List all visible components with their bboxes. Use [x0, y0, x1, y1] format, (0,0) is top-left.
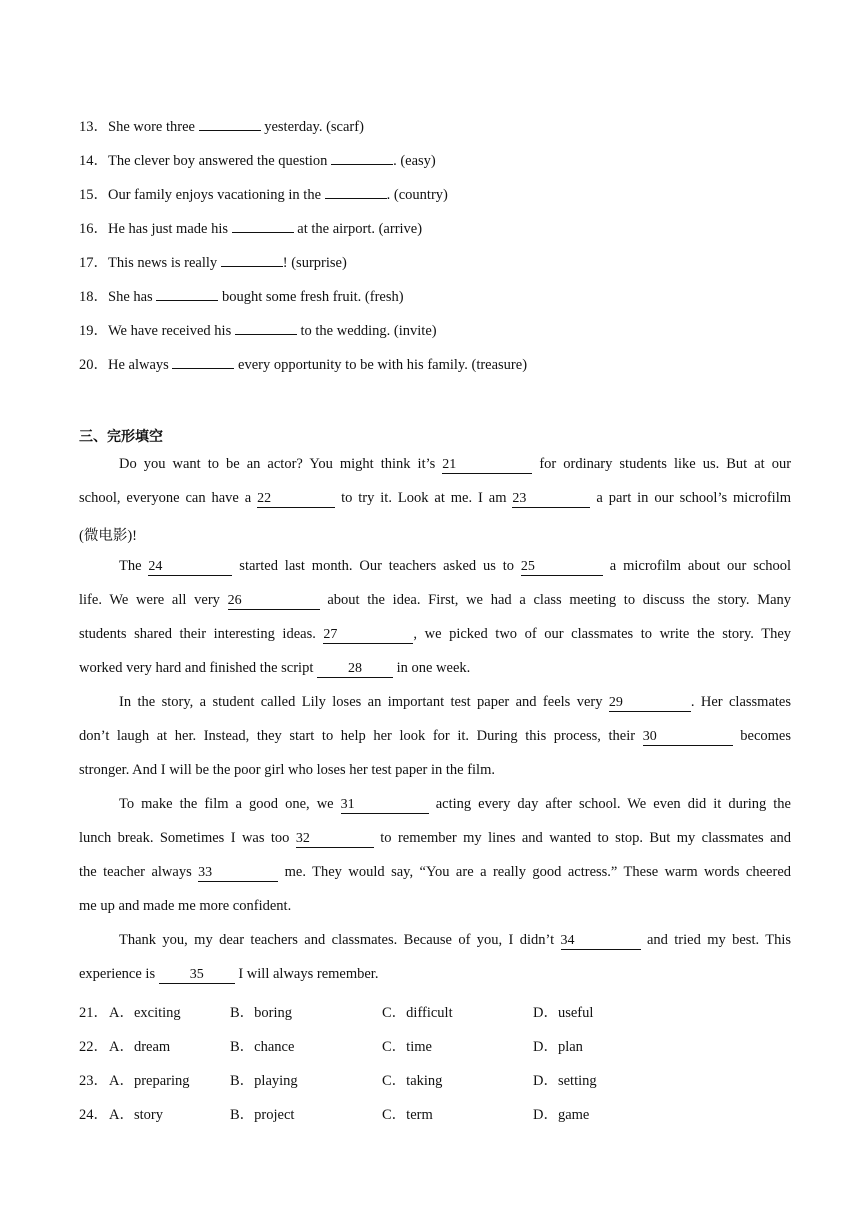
option-b[interactable]: B．project [230, 1107, 295, 1123]
section-title: 三、完形填空 [79, 429, 163, 445]
cloze-blank-29[interactable]: 29 [609, 696, 691, 712]
option-c[interactable]: C．time [382, 1039, 432, 1055]
passage-line: experience is 35 I will always remember. [79, 966, 379, 982]
answer-blank[interactable] [172, 353, 234, 369]
question-20 [79, 353, 527, 374]
option-b[interactable]: B．boring [230, 1005, 293, 1021]
passage-line: students shared their interesting ideas. 27 , we picked two of our classmates to write the story. They [79, 626, 791, 642]
question-number: 18． [79, 289, 108, 305]
question-number: 13． [79, 119, 108, 135]
question-16 [79, 217, 422, 238]
question-hint: . (easy) [393, 153, 436, 169]
option-c[interactable]: C．taking [382, 1073, 443, 1089]
passage-line: stronger. And I will be the poor girl who loses her test paper in the film. [79, 762, 495, 778]
cloze-blank-25[interactable]: 25 [521, 560, 603, 576]
passage-line: life. We were all very 26 about the idea. First, we had a class meeting to discuss the story. Many [79, 592, 792, 608]
question-text: Our family enjoys vacationing in the [108, 187, 322, 203]
question-text: She wore three [108, 119, 195, 135]
cloze-blank-31[interactable]: 31 [341, 798, 429, 814]
passage-line: Do you want to be an actor? You might think it’s 21 for ordinary students like us. But at our [119, 456, 792, 472]
cloze-blank-21[interactable]: 21 [442, 458, 532, 474]
option-a[interactable]: A．story [109, 1107, 163, 1123]
cloze-blank-22[interactable]: 22 [257, 492, 335, 508]
cloze-blank-35[interactable]: 35 [159, 968, 235, 984]
option-d[interactable]: D．setting [533, 1073, 597, 1089]
question-text: She has [108, 289, 153, 305]
option-number: 23． [79, 1073, 108, 1089]
question-15 [79, 183, 448, 204]
cloze-blank-23[interactable]: 23 [512, 492, 590, 508]
option-number: 21． [79, 1005, 108, 1021]
cloze-blank-26[interactable]: 26 [228, 594, 320, 610]
cloze-blank-33[interactable]: 33 [198, 866, 278, 882]
option-c[interactable]: C．term [382, 1107, 433, 1123]
question-number: 19． [79, 323, 108, 339]
question-hint: at the airport. (arrive) [297, 221, 423, 237]
question-hint: bought some fresh fruit. (fresh) [221, 289, 404, 305]
answer-blank[interactable] [331, 149, 393, 165]
option-d[interactable]: D．game [533, 1107, 590, 1123]
question-hint: to the wedding. (invite) [300, 323, 437, 339]
answer-blank[interactable] [221, 251, 283, 267]
option-c[interactable]: C．difficult [382, 1005, 453, 1021]
passage-line: school, everyone can have a 22 to try it. Look at me. I am 23 a part in our school’s microfilm [79, 490, 792, 506]
question-17 [79, 251, 347, 272]
passage-line: lunch break. Sometimes I was too 32 to remember my lines and wanted to stop. But my classmates and [79, 830, 792, 846]
question-13 [79, 115, 364, 136]
passage-line: To make the film a good one, we 31 acting every day after school. We even did it during the [119, 796, 791, 812]
question-text: The clever boy answered the question [108, 153, 328, 169]
answer-blank[interactable] [325, 183, 387, 199]
question-hint: every opportunity to be with his family. (treasure) [238, 357, 528, 373]
passage-line: Thank you, my dear teachers and classmates. Because of you, I didn’t 34 and tried my best. This [119, 932, 792, 948]
answer-blank[interactable] [235, 319, 297, 335]
option-number: 22． [79, 1039, 108, 1055]
cloze-blank-32[interactable]: 32 [296, 832, 374, 848]
question-number: 20． [79, 357, 108, 373]
question-14 [79, 149, 436, 170]
question-text: He always [108, 357, 169, 373]
passage-line: The 24 started last month. Our teachers asked us to 25 a microfilm about our school [119, 558, 792, 574]
question-number: 15． [79, 187, 108, 203]
cloze-blank-30[interactable]: 30 [643, 730, 733, 746]
passage-line: me up and made me more confident. [79, 898, 292, 914]
cloze-blank-24[interactable]: 24 [148, 560, 232, 576]
cloze-blank-28[interactable]: 28 [317, 662, 393, 678]
passage-line: (微电影)! [79, 528, 137, 544]
question-text: We have received his [108, 323, 232, 339]
question-text: He has just made his [108, 221, 229, 237]
cloze-blank-27[interactable]: 27 [323, 628, 413, 644]
question-number: 14． [79, 153, 108, 169]
option-a[interactable]: A．exciting [109, 1005, 181, 1021]
cloze-blank-34[interactable]: 34 [561, 934, 641, 950]
question-19 [79, 319, 437, 340]
question-text: This news is really [108, 255, 218, 271]
option-a[interactable]: A．dream [109, 1039, 171, 1055]
option-d[interactable]: D．useful [533, 1005, 594, 1021]
passage-line: worked very hard and finished the script 28 in one week. [79, 660, 471, 676]
question-number: 16． [79, 221, 108, 237]
option-d[interactable]: D．plan [533, 1039, 583, 1055]
passage-line: In the story, a student called Lily loses an important test paper and feels very 29 . Her classmates [119, 694, 791, 710]
question-hint: . (country) [386, 187, 448, 203]
passage-line: don’t laugh at her. Instead, they start to help her look for it. During this process, their 30 becomes [79, 728, 792, 744]
answer-blank[interactable] [156, 285, 218, 301]
question-hint: ! (surprise) [282, 255, 347, 271]
answer-blank[interactable] [232, 217, 294, 233]
answer-blank[interactable] [199, 115, 261, 131]
passage-line: the teacher always 33 me. They would say, “You are a really good actress.” These warm words cheered [79, 864, 792, 880]
option-b[interactable]: B．chance [230, 1039, 295, 1055]
option-number: 24． [79, 1107, 108, 1123]
question-number: 17． [79, 255, 108, 271]
question-hint: yesterday. (scarf) [264, 119, 364, 135]
option-b[interactable]: B．playing [230, 1073, 298, 1089]
option-a[interactable]: A．preparing [109, 1073, 190, 1089]
question-18 [79, 285, 404, 306]
